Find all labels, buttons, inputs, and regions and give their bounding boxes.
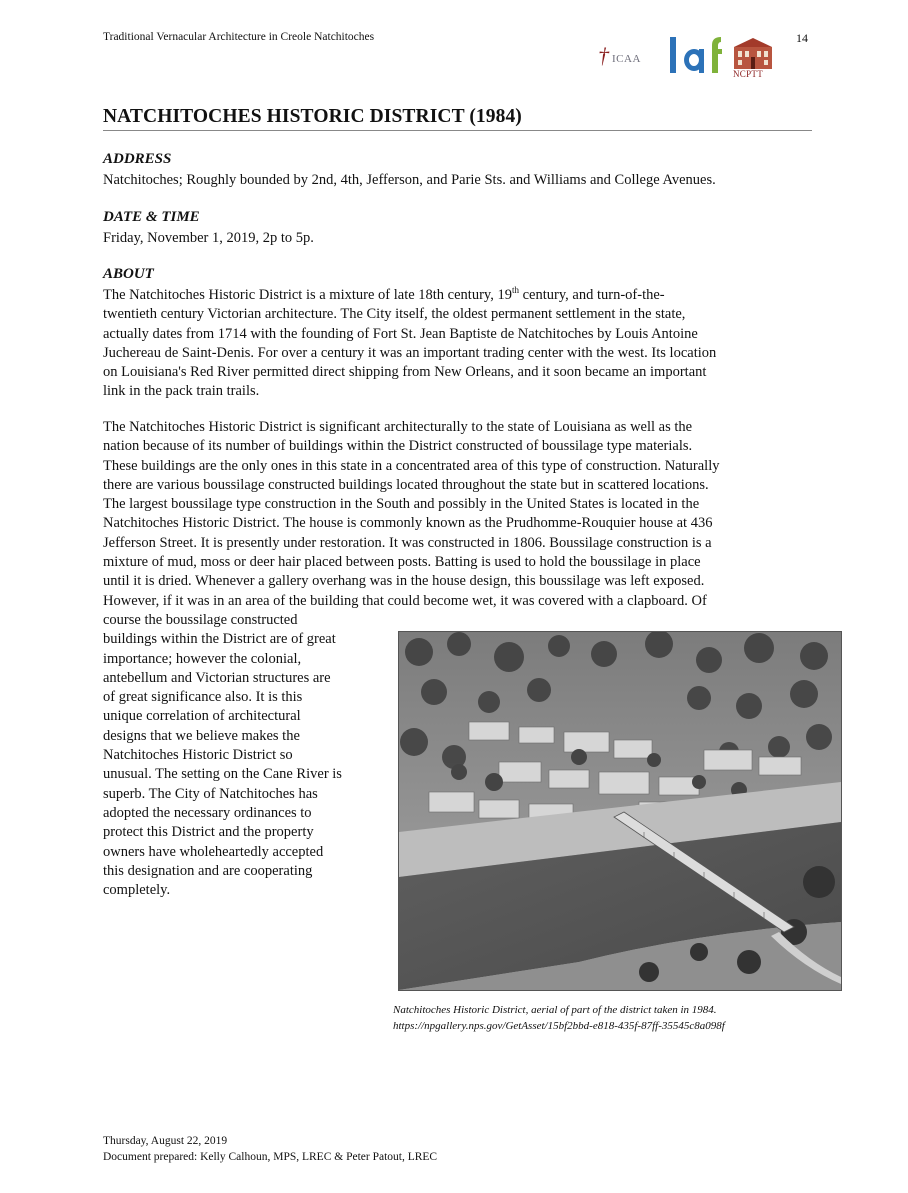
icaa-logo: † ICAA	[598, 43, 641, 68]
page-number: 14	[796, 31, 808, 45]
paragraph-line: on Louisiana's Red River permitted direct shipping from New Orleans, and it soon became an important	[103, 364, 707, 381]
figure-caption	[393, 1002, 725, 1034]
paragraph-line: of great significance also. It is this	[103, 689, 303, 706]
title-divider	[103, 130, 812, 131]
paragraph-line: protect this District and the property	[103, 824, 314, 841]
paragraph-line: antebellum and Victorian structures are	[103, 669, 331, 686]
paragraph-line: actually dates from 1714 with the founding of Fort St. Jean Baptiste de Natchitoches by Louis Antoine	[103, 325, 698, 342]
paragraph-line: link in the pack train trails.	[103, 383, 260, 400]
paragraph-line: this designation and are cooperating	[103, 862, 313, 879]
paragraph-line: The largest boussilage type construction in the South and possibly in the United States is located in the	[103, 496, 700, 513]
page-footer	[103, 1133, 437, 1165]
laf-logo-mark	[668, 35, 724, 75]
about-paragraph-1	[103, 286, 815, 402]
paragraph-line: superb. The City of Natchitoches has	[103, 785, 318, 802]
paragraph-line: twentieth century Victorian architecture. The City itself, the oldest permanent settlement in the state,	[103, 306, 686, 323]
paragraph-line: These buildings are the only ones in this state in a concentrated area of this type of construction. Naturally	[103, 457, 720, 474]
paragraph-line: unique correlation of architectural	[103, 708, 301, 725]
paragraph-line: adopted the necessary ordinances to	[103, 804, 312, 821]
ncptt-logo: NCPTT	[730, 37, 776, 81]
page-title: NATCHITOCHES HISTORIC DISTRICT (1984)	[103, 106, 522, 127]
date-time-heading: DATE & TIME	[103, 209, 200, 225]
paragraph-line: unusual. The setting on the Cane River is	[103, 766, 342, 783]
ncptt-building-icon	[730, 37, 776, 69]
laf-logo	[668, 35, 724, 75]
paragraph-line: Natchitoches Historic District. The house is commonly known as the Prudhomme-Rouquier house at 436	[103, 515, 713, 532]
paragraph-line: buildings within the District are of great	[103, 631, 336, 648]
paragraph-line: However, if it was in an area of the building that could become wet, it was covered with a clapboard. Of	[103, 592, 707, 609]
paragraph-line: mixture of mud, moss or deer hair placed between posts. Batting is used to hold the boussilage in place	[103, 554, 701, 571]
paragraph-line: Juchereau de Saint-Denis. For over a century it was an important trading center with the west. Its location	[103, 344, 717, 361]
paragraph-line: nation because of its number of buildings within the District constructed of boussilage type materials.	[103, 438, 693, 455]
address-heading: ADDRESS	[103, 151, 172, 167]
paragraph-line: The Natchitoches Historic District is a mixture of late 18th century, 19th century, and turn-of-the-	[103, 285, 665, 303]
aerial-photo-illustration	[399, 632, 841, 990]
address-text: Natchitoches; Roughly bounded by 2nd, 4th, Jefferson, and Parie Sts. and Williams and College Avenues.	[103, 172, 716, 188]
footer-prepared-by: Document prepared: Kelly Calhoun, MPS, LREC & Peter Patout, LREC	[103, 1151, 438, 1163]
paragraph-line: course the boussilage constructed	[103, 611, 298, 628]
paragraph-line: The Natchitoches Historic District is significant architecturally to the state of Louisiana as well as the	[103, 419, 693, 435]
running-title: Traditional Vernacular Architecture in Creole Natchitoches	[103, 31, 375, 43]
partner-logos	[598, 35, 780, 83]
caption-source-link[interactable]: https://npgallery.nps.gov/GetAsset/15bf2bbd-e818-435f-87ff-35545c8a098f	[393, 1020, 725, 1032]
date-time-text: Friday, November 1, 2019, 2p to 5p.	[103, 230, 314, 246]
paragraph-line: there are various boussilage constructed buildings located throughout the state but in scattered locations.	[103, 476, 709, 493]
paragraph-line: designs that we believe makes the	[103, 727, 300, 744]
paragraph-line: Natchitoches Historic District so	[103, 747, 293, 764]
paragraph-line: owners have wholeheartedly accepted	[103, 843, 324, 860]
footer-date: Thursday, August 22, 2019	[103, 1135, 228, 1147]
paragraph-line: importance; however the colonial,	[103, 650, 302, 667]
paragraph-line: until it is dried. Whenever a gallery overhang was in the house design, this boussilage was left exposed.	[103, 573, 705, 590]
about-heading: ABOUT	[103, 266, 154, 282]
paragraph-line: Jefferson Street. It is presently under restoration. It was constructed in 1806. Boussilage construction is a	[103, 534, 712, 551]
paragraph-line: completely.	[103, 882, 171, 899]
caption-line-1: Natchitoches Historic District, aerial of part of the district taken in 1984.	[393, 1004, 717, 1016]
aerial-photo	[398, 631, 842, 991]
